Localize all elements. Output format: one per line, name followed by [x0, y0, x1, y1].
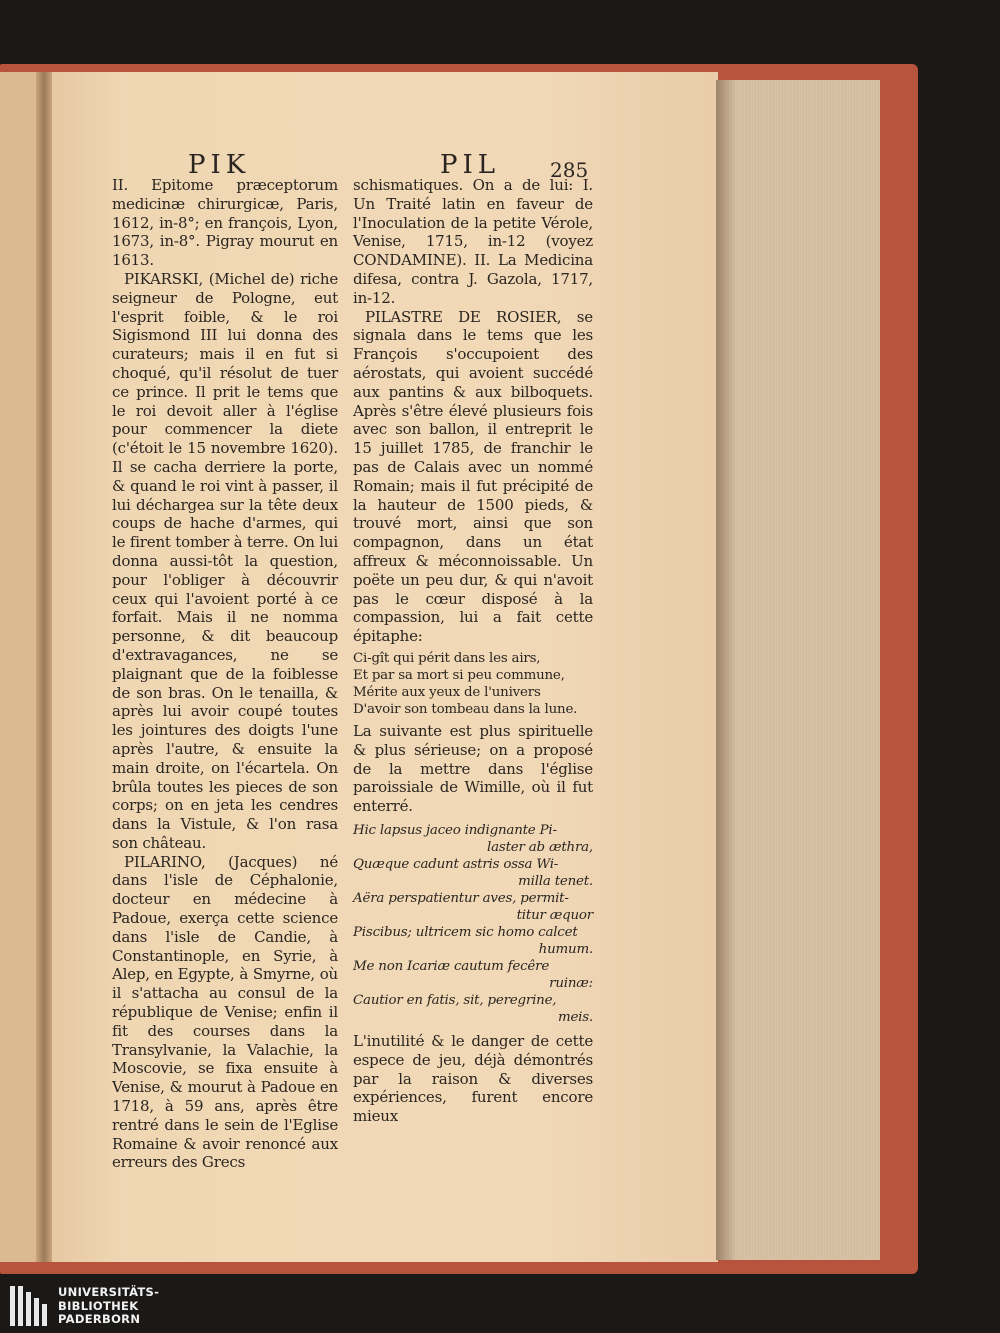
latin-line-cont: meis.	[557, 1009, 593, 1025]
running-header-right: PIL	[440, 150, 501, 180]
logo-line: PADERBORN	[58, 1312, 141, 1326]
latin-line: Hic lapsus jaceo indignante Pi-	[353, 822, 557, 838]
paragraph-suivante: La suivante est plus spirituelle & plus sérieuse; on a proposé de la mettre dans l'église paroissiale de Wimille, où il fut enterré.	[353, 721, 593, 816]
page-edges-stack	[716, 80, 880, 1260]
paragraph-inutilite: L'inutilité & le danger de cette espece de jeu, déjà démontrés par la raison & diverses expériences, furent encore mieux	[353, 1031, 593, 1126]
verse-line: D'avoir son tombeau dans la lune.	[353, 701, 578, 717]
running-header-left: PIK	[188, 150, 251, 180]
epitaph-latin	[353, 822, 593, 1026]
page-number: 285	[550, 158, 589, 182]
latin-line-cont: laster ab æthra,	[487, 839, 593, 855]
entry-pilarino-cont: schismatiques. On a de lui: I. Un Traité latin en faveur de l'Inoculation de la petite Vérole, Venise, 1715, in-12 (voyez CONDAMINE). II. La Medicina difesa, contra J. Gazola, 1717, in-12.	[353, 176, 593, 307]
logo-line: BIBLIOTHEK	[58, 1298, 139, 1313]
library-logo-text	[58, 1286, 159, 1327]
book-gutter	[36, 72, 52, 1262]
latin-line: Aëra perspatientur aves, permit-	[353, 890, 569, 906]
verse-line: Et par sa mort si peu commune,	[353, 667, 565, 683]
latin-line-cont: milla tenet.	[518, 873, 593, 889]
entry-pikarski: PIKARSKI, (Michel de) riche seigneur de Pologne, eut l'esprit foible, & le roi Sigismond III lui donna des curateurs; mais il en fut si choqué, qu'il résolut de tuer ce prince. Il prit le tems que le roi devoit aller à l'église pour commencer la diete (c'étoit le 15 novembre 1620). Il se cacha derriere la porte, & quand le roi vint à passer, il lui déchargea sur la tête deux coups de hache d'armes, qui le firent tomber à terre. On lui donna aussi-tôt la question, pour l'obliger à découvrir ceux qui l'avoient porté à ce forfait. Mais il ne nomma personne, & dit beaucoup d'extravagances, ne se plaignant que de la foiblesse de son bras. On le tenailla, & après lui avoir coupé toutes les jointures des doigts l'une après l'autre, & ensuite la main droite, on l'écartela. On brûla toutes les pieces de son corps; on en jeta les cendres dans la Vistule, & l'on rasa son château.	[112, 269, 338, 852]
page-edges-shadow	[716, 80, 736, 1260]
entry-pilastre: PILASTRE DE ROSIER, se signala dans le tems que les François s'occupoient des aérostats, qui avoient succédé aux pantins & aux bilboquets. Après s'être élevé plusieurs fois avec son ballon, il entreprit le 15 juillet 1785, de franchir le pas de Calais avec un nommé Romain; mais il fut précipité de la hauteur de 1500 pieds, & trouvé mort, ainsi que son compagnon, dans un état affreux & méconnoissable. Un poëte un peu dur, & qui n'avoit pas le cœur disposé à la compassion, lui a fait cette épitaphe:	[353, 307, 593, 646]
latin-line-cont: humum.	[538, 941, 593, 957]
verse-line: Mérite aux yeux de l'univers	[353, 684, 541, 700]
verse-line: Ci-gît qui périt dans les airs,	[353, 650, 541, 666]
entry-pilarino: PILARINO, (Jacques) né dans l'isle de Céphalonie, docteur en médecine à Padoue, exerça cette science dans l'isle de Candie, à Constantinople, en Syrie, à Alep, en Egypte, à Smyrne, où il s'attacha au consul de la république de Venise; enfin il fit des courses dans la Transylvanie, la Valachie, la Moscovie, se fixa ensuite à Venise, & mourut à Padoue en 1718, à 59 ans, après être rentré dans le sein de l'Eglise Romaine & avoir renoncé aux erreurs des Grecs	[112, 852, 338, 1172]
epitaph-french	[353, 650, 593, 718]
entry-pigray-end: II. Epitome præceptorum medicinæ chirurgicæ, Paris, 1612, in-8°; en françois, Lyon, 1673, in-8°. Pigray mourut en 1613.	[112, 176, 338, 270]
logo-line: UNIVERSITÄTS-	[58, 1285, 160, 1299]
latin-line: Piscibus; ultricem sic homo calcet	[353, 924, 578, 940]
latin-line: Me non Icariæ cautum fecêre	[353, 958, 550, 974]
latin-line-cont: ruinæ:	[549, 975, 593, 991]
left-column	[112, 176, 338, 1172]
latin-line: Quæque cadunt astris ossa Wi-	[353, 856, 559, 872]
latin-line-cont: titur æquor	[516, 907, 593, 923]
right-column	[353, 176, 593, 1126]
library-logo-icon	[8, 1284, 50, 1328]
latin-line: Cautior en fatis, sit, peregrine,	[353, 992, 557, 1008]
